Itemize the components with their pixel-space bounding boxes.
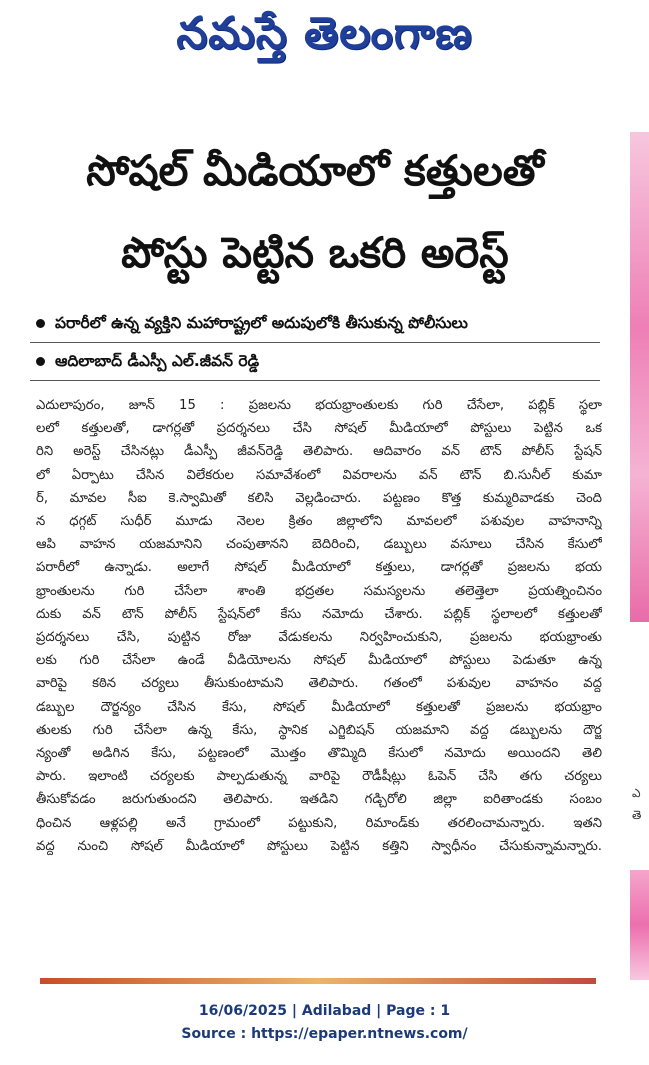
body-line: ఆపి వాహన యజమానిని చంపుతానని బెదిరించి, డబ్బులు వసూలు చేసిన కేసులో xyxy=(36,537,602,553)
body-line: పరారీలో ఉన్నాడు. అలాగే సోషల్ మీడియాలో కత్తులు, డాగర్లతో ప్రజలను భయ xyxy=(36,560,602,576)
divider xyxy=(30,342,600,343)
adjacent-ad-strip-lower xyxy=(630,870,649,980)
divider xyxy=(30,380,600,381)
body-line: న్యంతో అడిగిన కేసు, పట్టణంలో మొత్తం తొమ్మిది కేసులో నమోదు అయిందని తెలి xyxy=(36,746,602,762)
adjacent-ad-strip xyxy=(630,132,649,622)
headline-line-2: పోస్టు పెట్టిన ఒకరి అరెస్ట్ xyxy=(121,228,509,277)
body-line: లకు గురి చేసేలా ఉండే వీడియోలను సోషల్ మీడియాలో పోస్టులు పెడుతూ ఉన్న xyxy=(36,653,602,669)
body-line: దుకు వన్ టౌన్ పోలీస్ స్టేషన్‌లో కేసు నమోదు చేశారు. పబ్లిక్ స్థలాలలో కత్తులతో xyxy=(36,606,602,622)
body-line: తీసుకోవడం జరుగుతుందని తెలిపారు. ఇతడిని గడ్చిరోలి జిల్లా ఐరితాండకు సంబం xyxy=(36,792,602,808)
subhead-text: పరారీలో ఉన్న వ్యక్తిని మహారాష్ట్రలో అదుపులోకి తీసుకున్న పోలీసులు xyxy=(55,314,468,332)
body-line: డబ్బుల దౌర్జన్యం చేసిన కేసు, సోషల్ మీడియాలో కత్తులతో ప్రజలను భయభ్రాం xyxy=(36,699,602,715)
body-line: లో ఏర్పాటు చేసిన విలేకరుల సమావేశంలో వివరాలను వన్ టౌన్ బి.సునీల్ కుమా xyxy=(36,467,602,483)
bullet-dot-icon xyxy=(36,357,45,366)
article-body xyxy=(36,394,602,858)
body-line: ఎదులాపురం, జూన్ 15 : ప్రజలను భయభ్రాంతులకు గురి చేసేలా, పబ్లిక్ స్థలా xyxy=(36,398,602,413)
body-line: వద్ద నుంచి సోషల్ మీడియాలో పోస్టులు పెట్టిన కత్తిని స్వాధీనం చేసుకున్నామన్నారు. xyxy=(36,838,602,854)
subhead-bullet xyxy=(36,314,468,336)
body-line: వారిపై కఠిన చర్యలు తీసుకుంటామని తెలిపారు. గతంలో పశువుల వాహనం వద్ద xyxy=(36,676,602,692)
body-line: ధించిన ఆళ్లపల్లి అనే గ్రామంలో పట్టుకుని, రిమాండ్‌కు తరలించామన్నారు. ఇతని xyxy=(36,815,602,831)
subhead-bullet xyxy=(36,352,259,374)
body-line: భ్రాంతులను గురి చేసేలా శాంతి భద్రతల సమస్యలను తలెత్తెలా ప్రయత్నించినం xyxy=(36,583,602,599)
masthead-logo: నమస్తే తెలంగాణ xyxy=(176,8,473,59)
subhead-text: ఆదిలాబాద్ డీఎస్పీ ఎల్.జీవన్ రెడ్డి xyxy=(55,352,260,370)
bullet-dot-icon xyxy=(36,319,45,328)
body-line: ప్రదర్శనలు చేసి, పుట్టిన రోజు వేడుకలను నిర్వహించుకుని, ప్రజలను భయభ్రాంతు xyxy=(36,630,602,646)
adjacent-text-fragment: ఎ xyxy=(632,786,641,800)
body-line: ర్, మావల సీఐ కె.స్వామితో కలిసి వెల్లడించారు. పట్టణం కొత్త కుమ్మరివాడకు చెంది xyxy=(36,490,602,506)
adjacent-text-fragment: తె xyxy=(632,808,642,822)
body-line: న ధగ్గట్ సుధీర్ మూడు నెలల క్రితం జిల్లాలోని మావలలో పశువుల వాహనాన్ని xyxy=(36,514,602,530)
footer-date-edition: 16/06/2025 | Adilabad | Page : 1 xyxy=(198,1003,451,1019)
body-line: రిని అరెస్ట్ చేసినట్లు డీఎస్పీ జీవన్‌రెడ్డి తెలిపారు. ఆదివారం వన్ టౌన్ పోలీస్ స్టేషన్ xyxy=(36,444,602,460)
body-line: తులకు గురి చేసేలా ఉన్న కేసు, స్థానిక ఎగ్జిబిషన్ యజమాని వద్ద డబ్బులను దౌర్జ xyxy=(36,722,602,738)
body-line: లలో కత్తులతో, డాగర్లతో ప్రదర్శనలు చేసి సోషల్ మీడియాలో పోస్టులు పెట్టిన ఒక xyxy=(36,421,602,437)
body-line: పారు. ఇలాంటి చర్యలకు పాల్పడుతున్న వారిపై రౌడీషీట్లు ఓపెన్ చేసి తగు చర్యలు xyxy=(36,769,602,785)
headline-line-1: సోషల్ మీడియాలో కత్తులతో xyxy=(86,146,544,195)
adjacent-ad-edge xyxy=(40,978,596,984)
adjacent-column-strip xyxy=(630,640,649,680)
footer-source: Source : https://epaper.ntnews.com/ xyxy=(181,1026,468,1042)
